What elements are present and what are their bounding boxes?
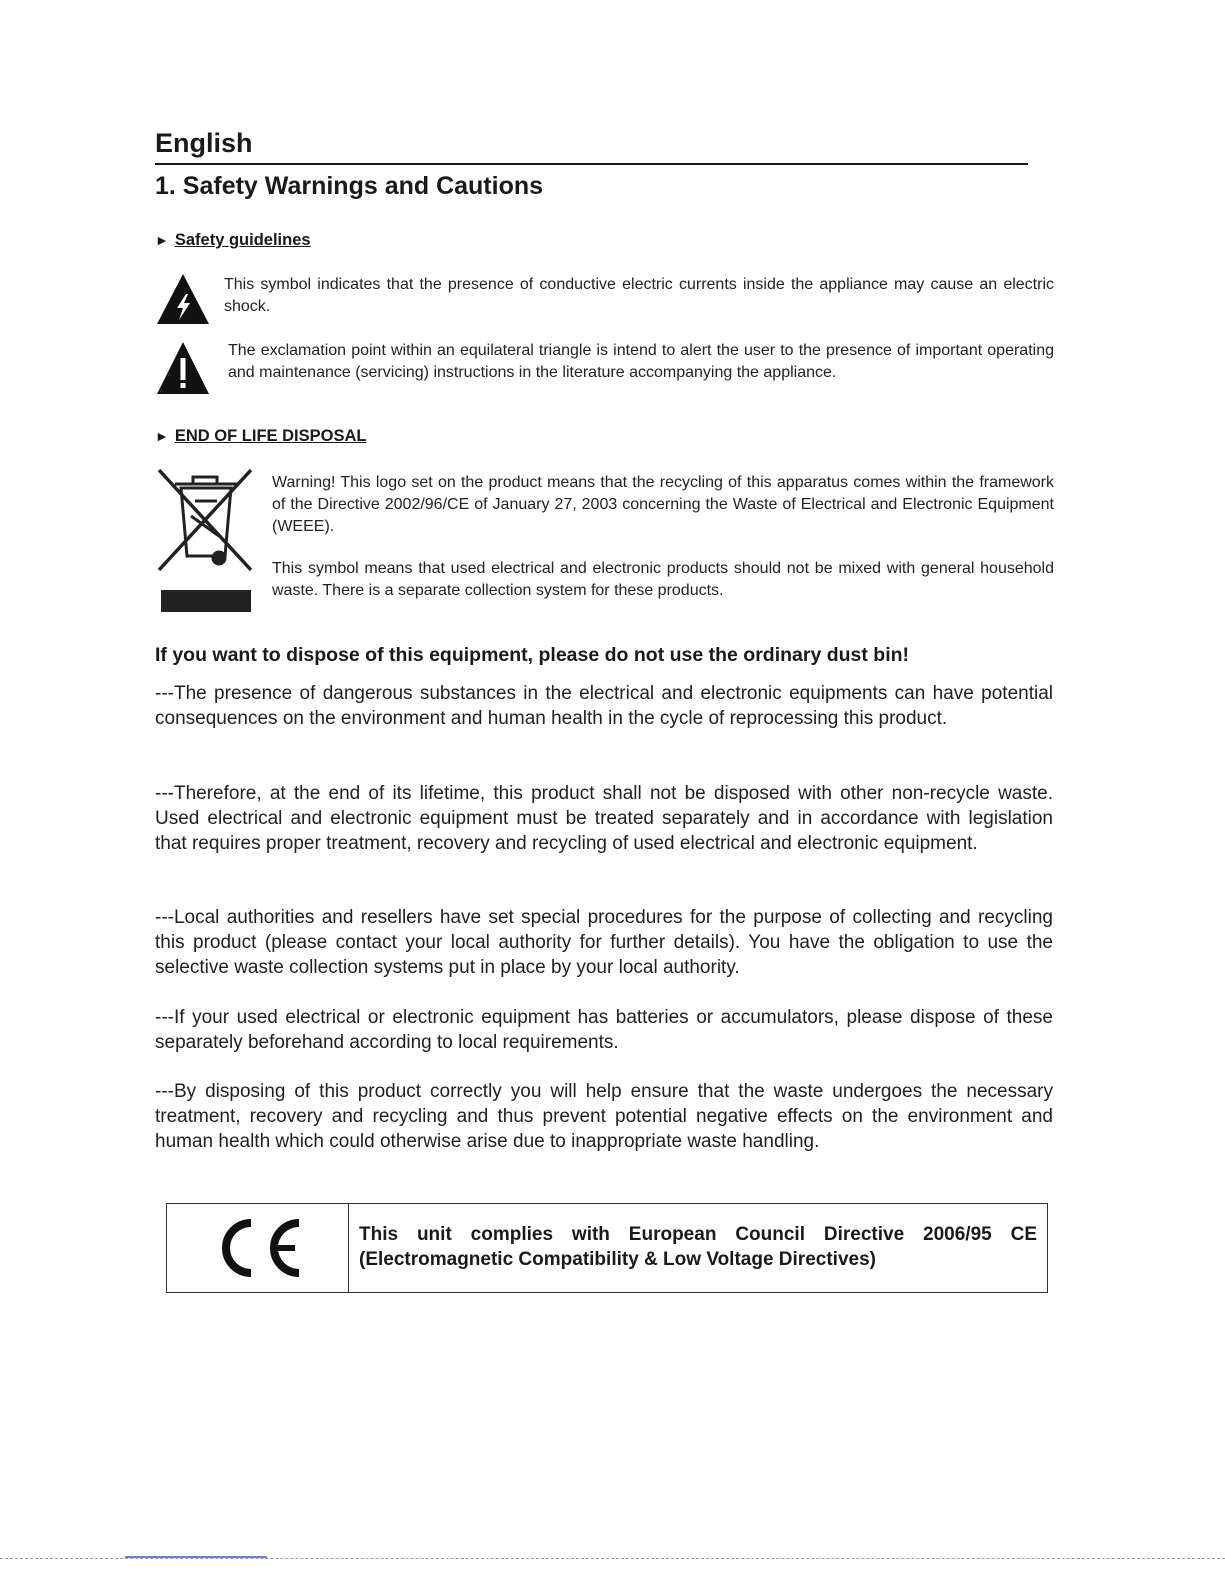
- weee-text-2: This symbol means that used electrical and electronic products should not be mixed with general household waste. There is a separate collection system for these products.: [272, 560, 1054, 599]
- ce-mark-cell: [167, 1204, 349, 1292]
- bullet-arrow-icon: ►: [155, 428, 169, 444]
- exclamation-symbol-text: The exclamation point within an equilateral triangle is intend to alert the user to the presence of important operating and maintenance (servicing) instructions in the literature accompanying the appliance.: [228, 342, 1054, 381]
- paragraph-batteries: ---If your used electrical or electronic equipment has batteries or accumulators, please dispose of these separately beforehand according to local requirements.: [155, 1007, 1053, 1053]
- safety-guidelines-label: Safety guidelines: [174, 231, 311, 249]
- paragraph-local-authorities: ---Local authorities and resellers have set special procedures for the purpose of collecting and recycling this product (please contact your local authority for further details). You have the obligation to use the selective waste collection systems put in place by your local authority.: [155, 907, 1053, 978]
- bullet-arrow-icon: ►: [155, 232, 169, 248]
- crossed-bin-icon: [155, 466, 257, 616]
- page-footer-link-mark: [125, 1556, 267, 1558]
- paragraph-correct-disposal: ---By disposing of this product correctly you will help ensure that the waste undergoes the necessary treatment, recovery and recycling and thus prevent potential negative effects on the environment and human health which could otherwise arise due to inappropriate waste handling.: [155, 1081, 1053, 1152]
- ce-compliance-text: This unit complies with European Council Directive 2006/95 CE (Electromagnetic Compatibility & Low Voltage Directives): [359, 1224, 1037, 1270]
- weee-text-1: Warning! This logo set on the product means that the recycling of this apparatus comes within the framework of the Directive 2002/96/CE of January 27, 2003 concerning the Waste of Electrical and Electronic Equipment (WEEE).: [272, 474, 1054, 535]
- ce-compliance-box: [166, 1203, 1048, 1293]
- language-heading: English: [155, 128, 1028, 165]
- paragraph-end-of-lifetime: ---Therefore, at the end of its lifetime, this product shall not be disposed with other non-recycle waste. Used electrical and electronic equipment must be treated separately and in accordance with legislation that requires proper treatment, recovery and recycling of used electrical and electronic equipment.: [155, 783, 1053, 854]
- lightning-warning-icon: [155, 272, 211, 326]
- end-of-life-label: END OF LIFE DISPOSAL: [174, 427, 367, 445]
- lightning-symbol-text: This symbol indicates that the presence of conductive electric currents inside the appliance may cause an electric shock.: [224, 276, 1054, 315]
- section-title: 1. Safety Warnings and Cautions: [155, 172, 544, 200]
- paragraph-dangerous-substances: ---The presence of dangerous substances in the electrical and electronic equipments can have potential consequences on the environment and human health in the cycle of reprocessing this product.: [155, 683, 1053, 729]
- ce-mark-icon: [213, 1217, 303, 1279]
- safety-guidelines-heading: [155, 231, 311, 250]
- end-of-life-heading: [155, 427, 366, 446]
- page-footer-rule: [0, 1558, 1225, 1559]
- dispose-warning: If you want to dispose of this equipment, please do not use the ordinary dust bin!: [155, 644, 910, 666]
- exclamation-warning-icon: [155, 340, 211, 396]
